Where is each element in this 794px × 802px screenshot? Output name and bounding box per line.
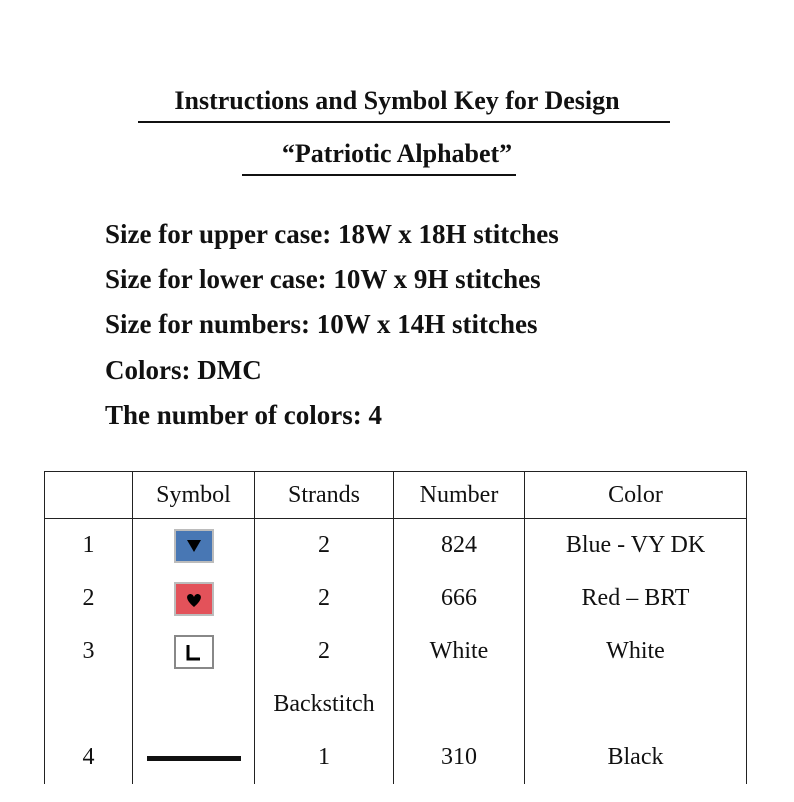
row-symbol — [133, 572, 255, 625]
header-strands: Strands — [255, 472, 394, 519]
row-color: White — [525, 625, 747, 678]
row-strands: 2 — [255, 572, 394, 625]
row-number: 824 — [394, 519, 525, 573]
backstitch-line-icon — [147, 756, 241, 761]
header-color: Color — [525, 472, 747, 519]
row-index — [45, 678, 133, 731]
colors-brand: Colors: DMC — [105, 355, 262, 385]
design-name: “Patriotic Alphabet” — [281, 139, 513, 168]
row-color: Red – BRT — [525, 572, 747, 625]
table-row — [45, 519, 747, 573]
symbol-key-table — [44, 471, 747, 784]
row-number: 666 — [394, 572, 525, 625]
title-underline — [138, 121, 670, 123]
blue-down-triangle-icon — [174, 529, 214, 563]
lower-case-size: Size for lower case: 10W x 9H stitches — [105, 264, 541, 294]
row-index: 2 — [45, 572, 133, 625]
row-color: Blue - VY DK — [525, 519, 747, 573]
red-heart-icon — [174, 582, 214, 616]
row-symbol — [133, 678, 255, 731]
document-title: Instructions and Symbol Key for Design — [174, 86, 620, 115]
row-symbol — [133, 625, 255, 678]
design-name-underline — [242, 174, 516, 176]
row-symbol — [133, 731, 255, 784]
table-row — [45, 678, 747, 731]
row-index: 3 — [45, 625, 133, 678]
table-row — [45, 572, 747, 625]
row-strands: Backstitch — [255, 678, 394, 731]
numbers-size: Size for numbers: 10W x 14H stitches — [105, 309, 538, 339]
upper-case-size: Size for upper case: 18W x 18H stitches — [105, 219, 559, 249]
number-of-colors: The number of colors: 4 — [105, 400, 382, 430]
row-number: White — [394, 625, 525, 678]
letter-l-icon — [174, 635, 214, 669]
row-number: 310 — [394, 731, 525, 784]
row-index: 4 — [45, 731, 133, 784]
row-index: 1 — [45, 519, 133, 573]
header-symbol: Symbol — [133, 472, 255, 519]
row-number — [394, 678, 525, 731]
header-index — [45, 472, 133, 519]
row-color: Black — [525, 731, 747, 784]
table-row — [45, 731, 747, 784]
row-color — [525, 678, 747, 731]
table-row — [45, 625, 747, 678]
row-strands: 1 — [255, 731, 394, 784]
row-strands: 2 — [255, 519, 394, 573]
row-symbol — [133, 519, 255, 573]
table-header-row — [45, 472, 747, 519]
row-strands: 2 — [255, 625, 394, 678]
header-number: Number — [394, 472, 525, 519]
